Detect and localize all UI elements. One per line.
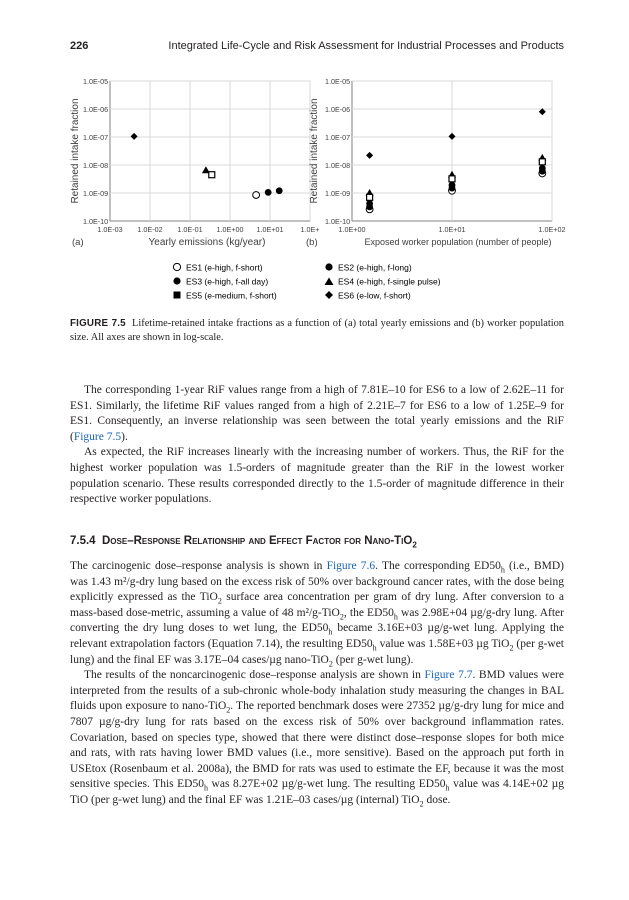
subscript: h	[203, 783, 209, 793]
panel-b-y-tick-label: 1.0E-05	[325, 77, 351, 86]
panel-b-label: (b)	[306, 237, 318, 248]
legend-label: ES6 (e-low, f-short)	[338, 290, 411, 301]
figure-link[interactable]: Figure 7.6	[326, 560, 376, 572]
section-heading	[70, 535, 564, 550]
legend-label: ES3 (e-high, f-all day)	[186, 276, 269, 287]
section-title: Dose–Response Relationship and Effect Factor for Nano-TiO	[102, 535, 413, 547]
section-title-subscript: 2	[412, 540, 417, 550]
text-run: (per g-wet lung).	[332, 653, 414, 666]
legend-marker-filled-circle	[325, 263, 332, 270]
body-text-block-2	[70, 559, 564, 809]
panel-b-y-tick-label: 1.0E-10	[325, 217, 351, 226]
text-run: , the ED50	[343, 606, 394, 619]
text-run: surface area concentration per gram of dry lung. After conversion to a mass-based dose-metric, assuming a value of 48 m²/g-TiO	[70, 591, 564, 619]
legend	[173, 263, 440, 301]
panel-b-y-tick-label: 1.0E-06	[325, 105, 351, 114]
subscript: h	[500, 565, 505, 575]
text-run: value was 4.14E+02 µg TiO (per g-wet lung) and the final EF was 1.21E–03 cases/µg (internal) TiO	[70, 778, 564, 806]
subscript: h	[393, 612, 398, 622]
figure-caption	[70, 317, 564, 345]
panel-a-x-tick-label: 1.0E+01	[256, 225, 284, 234]
panel-a	[70, 77, 319, 248]
text-run: . The corresponding ED50	[375, 560, 501, 572]
text-run: became 3.16E+03 µg/g-wet lung. Applying the relevant extrapolation factors (Equation 7.14), the resulting ED50	[70, 622, 564, 650]
panel-a-x-tick-label: 1.0E+00	[216, 225, 244, 234]
legend-marker-triangle	[325, 278, 334, 286]
legend-item-es5	[174, 291, 277, 301]
panel-a-x-tick-label: 1.0E-03	[97, 225, 123, 234]
text-run: The carcinogenic dose–response analysis is shown in	[70, 560, 327, 572]
subscript: 2	[226, 705, 231, 715]
legend-item-es3	[173, 277, 268, 287]
panel-b-point-es3	[449, 182, 456, 189]
legend-item-es2	[325, 263, 411, 273]
panel-b-point-es3	[366, 200, 373, 207]
panel-a-x-tick-label: 1.0E-01	[177, 225, 203, 234]
figure-label: FIGURE 7.5	[70, 318, 126, 329]
subscript: h	[445, 783, 450, 793]
text-run: dose.	[423, 793, 451, 806]
panel-a-x-tick-label: 1.0E+	[300, 225, 320, 234]
legend-marker-filled-circle	[173, 277, 180, 284]
paragraph	[70, 559, 564, 668]
panel-b-point-es5	[367, 194, 373, 200]
text-run: The results of the noncarcinogenic dose–response analysis are shown in	[84, 669, 425, 682]
legend-marker-open-circle	[173, 263, 180, 270]
panel-b-point-es5	[449, 176, 455, 182]
panel-b-x-tick-label: 1.0E+02	[538, 225, 566, 234]
legend-label: ES5 (e-medium, f-short)	[186, 290, 277, 301]
panel-b-point-es5	[539, 159, 545, 165]
panel-a-point-es2	[265, 189, 272, 196]
panel-b-y-tick-label: 1.0E-08	[325, 161, 351, 170]
body-text-block-1	[70, 383, 564, 508]
subscript: 2	[339, 612, 344, 622]
text-run: . The reported benchmark doses were 27352 µg/g-dry lung for mice and 7807 µg/g-dry lung for rats based on the excess risk of 50% over background inflammation rates. Covariation, based on species type, showed that there were distinct dose–response slopes for both mice and rats, with rats having lower BMD values (i.e., more sensitive). Based on the approach put forth in USEtox (Rosenbaum et al. 2008a), the BMD for rats was used to estimate the EF, because it was the most sensitive species. This ED50	[70, 700, 564, 791]
panel-a-point-es1	[253, 192, 260, 199]
panel-a-y-tick-label: 1.0E-08	[83, 161, 109, 170]
text-run: ).	[121, 430, 128, 443]
panel-b-y-tick-label: 1.0E-09	[325, 189, 351, 198]
running-title: Integrated Life-Cycle and Risk Assessment for Industrial Processes and Products	[168, 40, 564, 52]
panel-b	[306, 77, 565, 248]
panel-b-ylabel: Retained intake fraction	[309, 98, 320, 204]
panel-a-y-tick-label: 1.0E-05	[83, 77, 109, 86]
paragraph	[70, 383, 564, 445]
panel-b-x-tick-label: 1.0E+01	[438, 225, 466, 234]
page-number: 226	[70, 40, 89, 52]
panel-b-xlabel: Exposed worker population (number of people)	[364, 237, 552, 247]
subscript: 2	[509, 643, 514, 653]
text-run: (per g-wet lung) and the final EF was 3.17E–04 cases/µg nano-TiO	[70, 637, 564, 666]
text-run: was 2.98E+04 µg/g-dry lung. After converting the dry lung doses to wet lung, the ED50	[70, 606, 564, 635]
subscript: h	[372, 643, 377, 653]
text-run: was 8.27E+02 µg/g-wet lung. The resulting ED50	[208, 778, 446, 791]
paragraph: As expected, the RiF increases linearly with the increasing number of workers. Thus, the RiF for the highest worker population was 1.5-orders of magnitude greater than the RiF in the lowest worker population scenario. These results corresponded directly to the 1.5-order of magnitude difference in their respective worker populations.	[70, 446, 564, 506]
subscript: 2	[328, 658, 333, 668]
panel-b-y-tick-label: 1.0E-07	[325, 133, 351, 142]
text-run: (i.e., BMD) was 1.43 m²/g-dry lung based on the excess risk of 50% over background cancer rates, with the dose being explicitly expressed as the TiO	[70, 560, 564, 604]
legend-item-es1	[173, 263, 262, 273]
legend-item-es6	[325, 291, 411, 301]
panel-a-y-tick-label: 1.0E-09	[83, 189, 109, 198]
legend-marker-diamond	[325, 291, 333, 299]
section-number: 7.5.4	[70, 535, 96, 547]
panel-a-x-tick-label: 1.0E-02	[137, 225, 163, 234]
figure-7-5	[0, 0, 629, 310]
legend-label: ES1 (e-high, f-short)	[186, 262, 263, 273]
panel-a-label: (a)	[72, 237, 84, 248]
figure-caption-text: Lifetime-retained intake fractions as a function of (a) total yearly emissions and (b) worker population size. All axes are shown in log-scale.	[70, 318, 564, 343]
text-run: . BMD values were interpreted from the results of a sub-chronic whole-body inhalation study measuring the changes in BAL fluids upon exposure to nano-TiO	[70, 669, 564, 713]
figure-link[interactable]: Figure 7.5	[73, 430, 122, 443]
legend-item-es4	[325, 277, 441, 287]
panel-a-ylabel: Retained intake fraction	[70, 98, 81, 204]
panel-a-y-tick-label: 1.0E-06	[83, 105, 109, 114]
text-run: The corresponding 1-year RiF values range from a high of 7.81E–10 for ES6 to a low of 2.62E–11 for ES1. Similarly, the lifetime RiF values ranged from a high of 2.21E–7 for ES6 to a low of 1.25E–9 for ES1. Consequently, an inverse relationship was seen between the total yearly emissions and the RiF (	[70, 384, 564, 443]
legend-label: ES4 (e-high, f-single pulse)	[338, 276, 441, 287]
legend-label: ES2 (e-high, f-long)	[338, 262, 412, 273]
text-run: value was 1.58E+03 µg TiO	[376, 637, 510, 650]
panel-a-y-tick-label: 1.0E-10	[83, 217, 109, 226]
legend-marker-square	[174, 292, 181, 299]
subscript: h	[328, 627, 333, 637]
panel-a-plot-area	[110, 81, 310, 221]
panel-a-point-es5	[209, 172, 215, 178]
figure-link[interactable]: Figure 7.7	[424, 669, 473, 682]
panel-a-y-tick-label: 1.0E-07	[83, 133, 109, 142]
panel-a-point-es3	[276, 187, 283, 194]
panel-b-point-es3	[539, 165, 546, 172]
paragraph	[70, 668, 564, 808]
panel-b-x-tick-label: 1.0E+00	[338, 225, 366, 234]
subscript: 2	[419, 799, 424, 809]
subscript: 2	[217, 596, 222, 606]
panel-a-xlabel: Yearly emissions (kg/year)	[148, 237, 266, 248]
